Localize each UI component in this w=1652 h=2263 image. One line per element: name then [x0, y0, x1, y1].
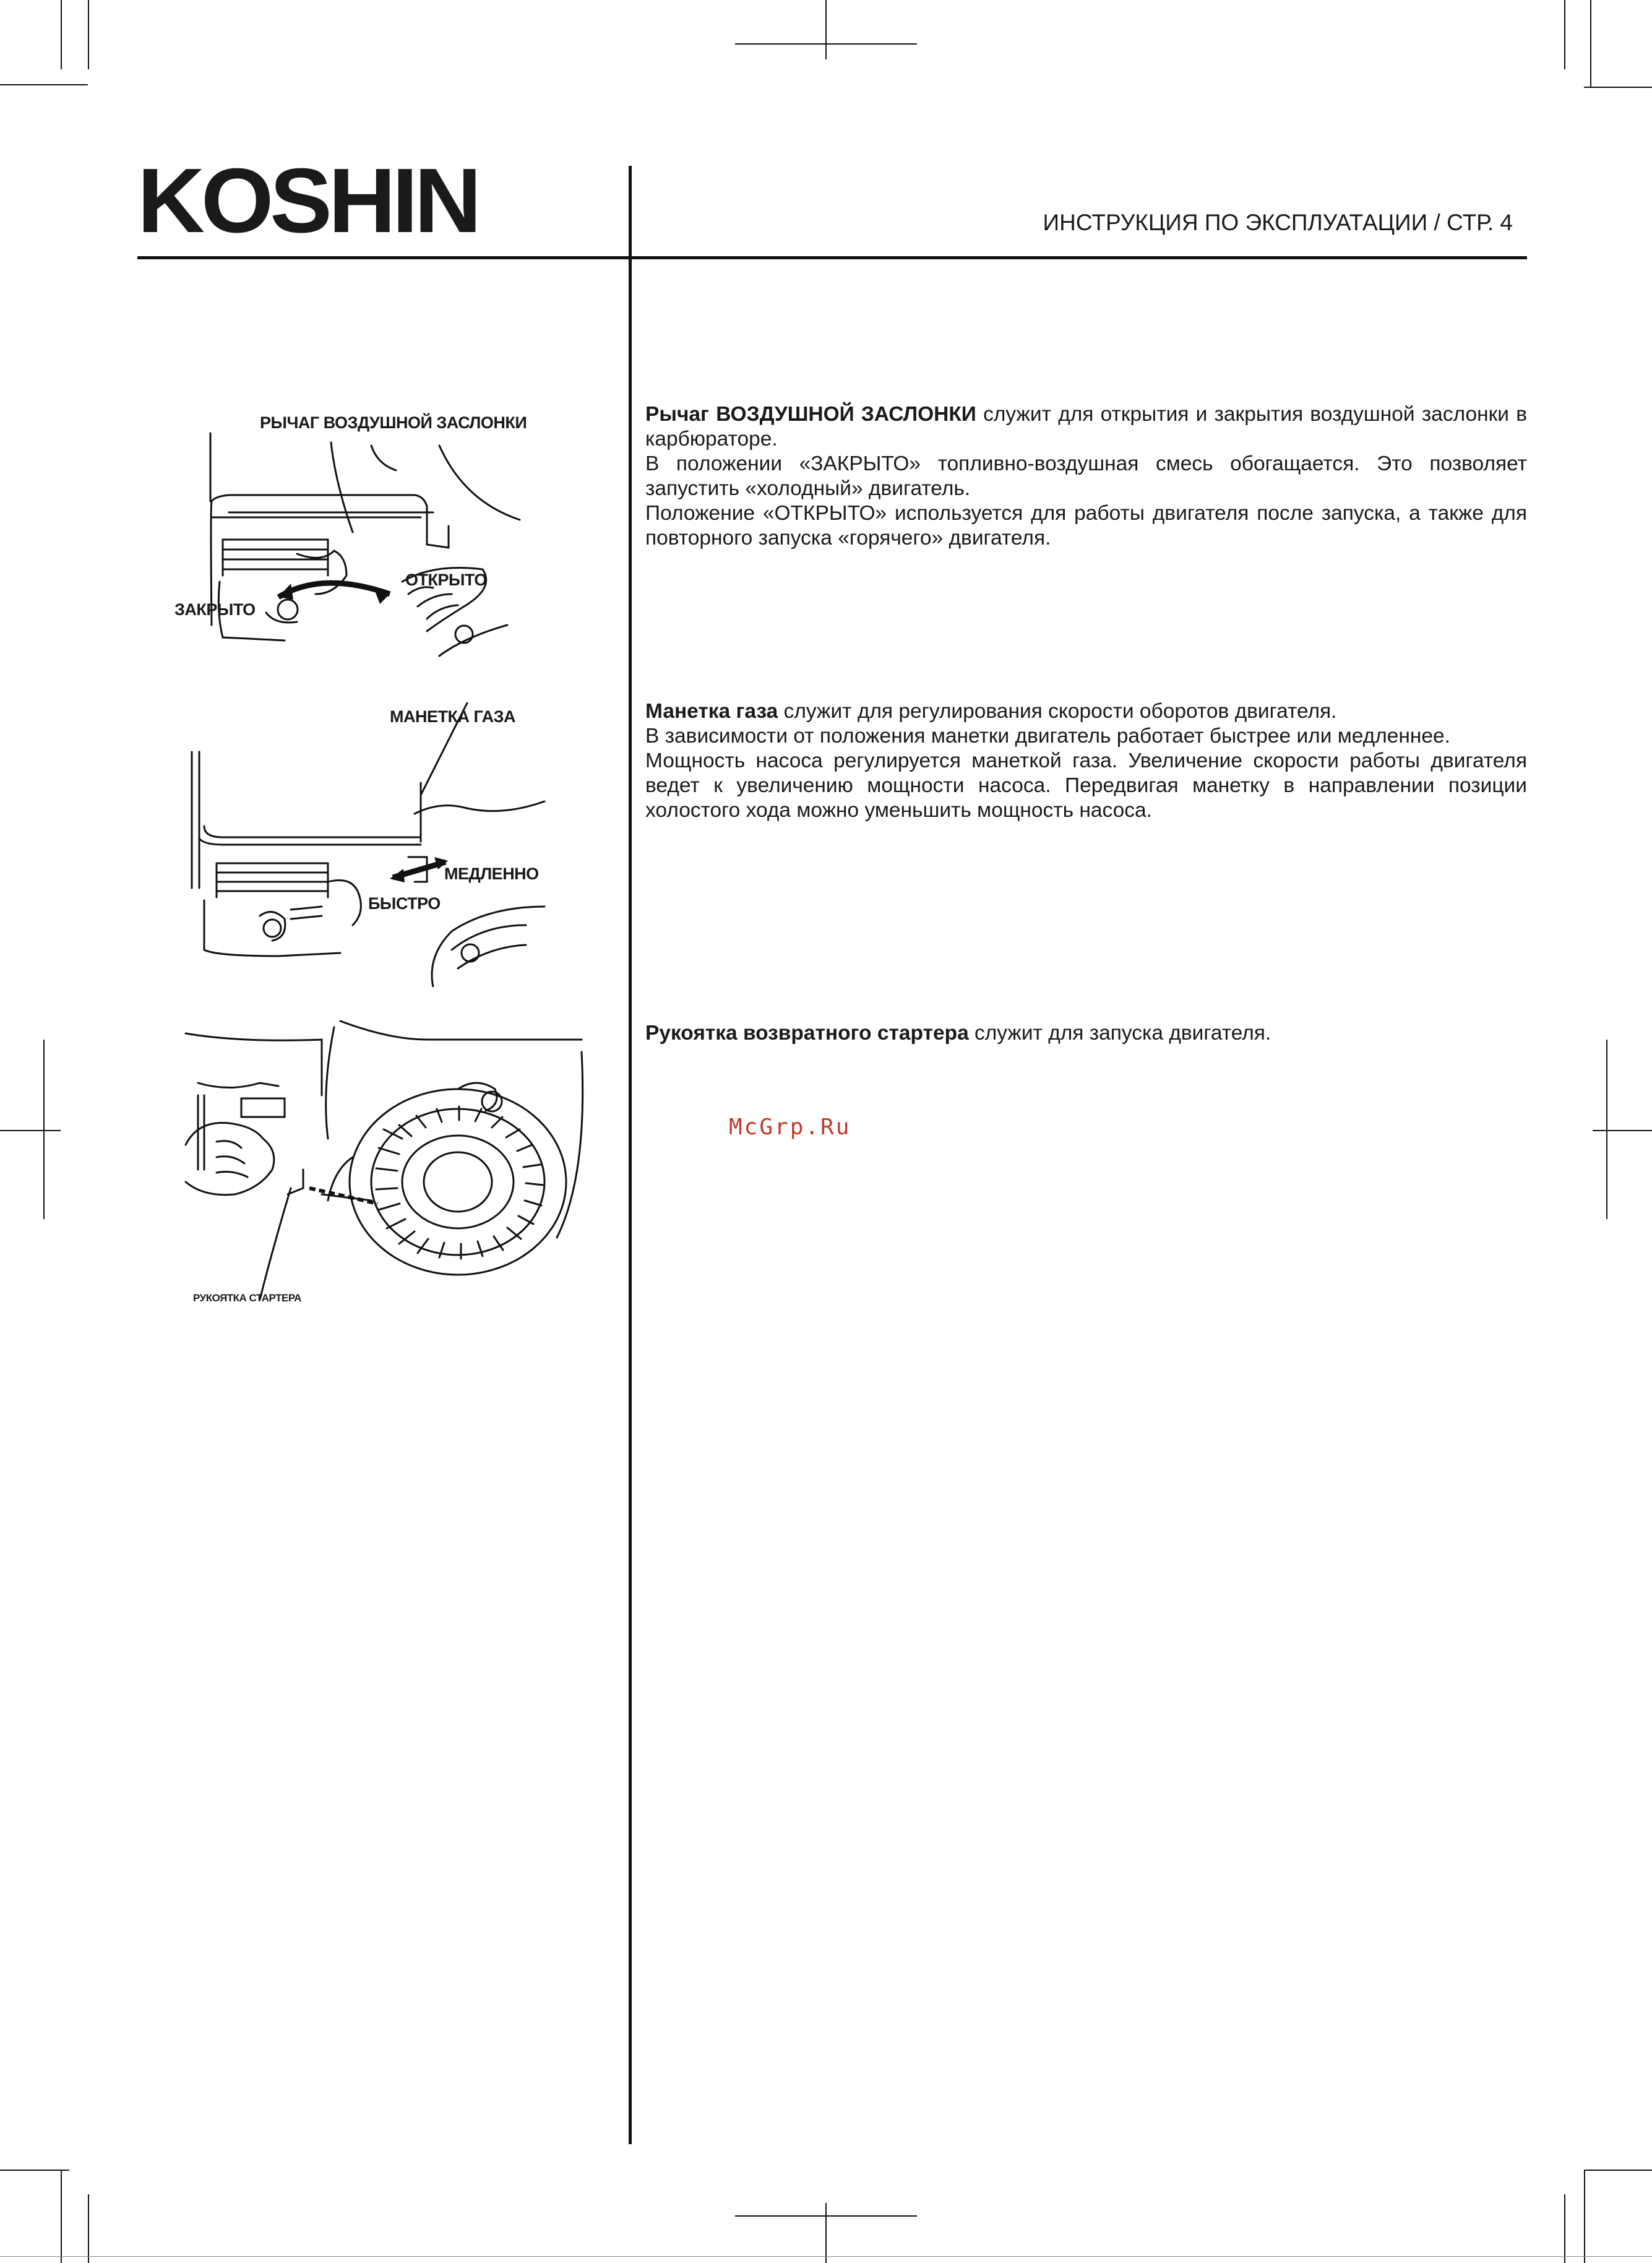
koshin-logo: KOSHIN	[137, 150, 478, 252]
paragraph-line: Рукоятка возвратного стартера служит для запуска двигателя.	[645, 1022, 1271, 1045]
choke-open-label: ОТКРЫТО	[405, 571, 487, 589]
recoil-starter-description	[645, 1021, 1527, 1046]
choke-closed-label: ЗАКРЫТО	[174, 600, 256, 619]
throttle-lever-figure	[179, 702, 557, 987]
throttle-lever-illustration-icon	[179, 702, 557, 987]
paragraph-line: Манетка газа служит для регулирования скорости оборотов двигателя.	[645, 700, 1337, 723]
paragraph-line: Положение «ОТКРЫТО» используется для работы двигателя после запуска, а также для повторного запуска «горячего» двигателя.	[645, 502, 1527, 550]
recoil-starter-figure	[179, 1015, 594, 1312]
recoil-starter-illustration-icon	[179, 1015, 594, 1312]
choke-lever-label: РЫЧАГ ВОЗДУШНОЙ ЗАСЛОНКИ	[260, 413, 527, 432]
page-header-title: ИНСТРУКЦИЯ ПО ЭКСПЛУАТАЦИИ / СТР. 4	[1043, 210, 1513, 235]
choke-lever-figure	[173, 408, 526, 668]
paragraph-line: В зависимости от положения манетки двигатель работает быстрее или медленнее.	[645, 725, 1450, 748]
watermark-link[interactable]: McGrp.Ru	[729, 1114, 851, 1140]
throttle-lever-description	[645, 699, 1527, 823]
header-rule	[137, 256, 1527, 259]
starter-handle-label: РУКОЯТКА СТАРТЕРА	[193, 1292, 301, 1304]
paragraph-line: В положении «ЗАКРЫТО» топливно-воздушная смесь обогащается. Это позволяет запустить «холодный» двигатель.	[645, 452, 1527, 500]
choke-lever-description	[645, 402, 1527, 551]
throttle-fast-label: БЫСТРО	[368, 894, 441, 913]
paragraph-line: Рычаг ВОЗДУШНОЙ ЗАСЛОНКИ служит для открытия и закрытия воздушной заслонки в карбюраторе.	[645, 403, 1527, 450]
throttle-slow-label: МЕДЛЕННО	[444, 864, 539, 883]
paragraph-line: Мощность насоса регулируется манеткой газа. Увеличение скорости работы двигателя ведет к увеличению мощности насоса. Передвигая манетку в направлении позиции холостого хода можно уменьшить мощность насоса.	[645, 749, 1527, 822]
throttle-lever-label: МАНЕТКА ГАЗА	[390, 707, 515, 726]
choke-lever-illustration-icon	[173, 408, 526, 668]
column-divider	[629, 166, 632, 2144]
